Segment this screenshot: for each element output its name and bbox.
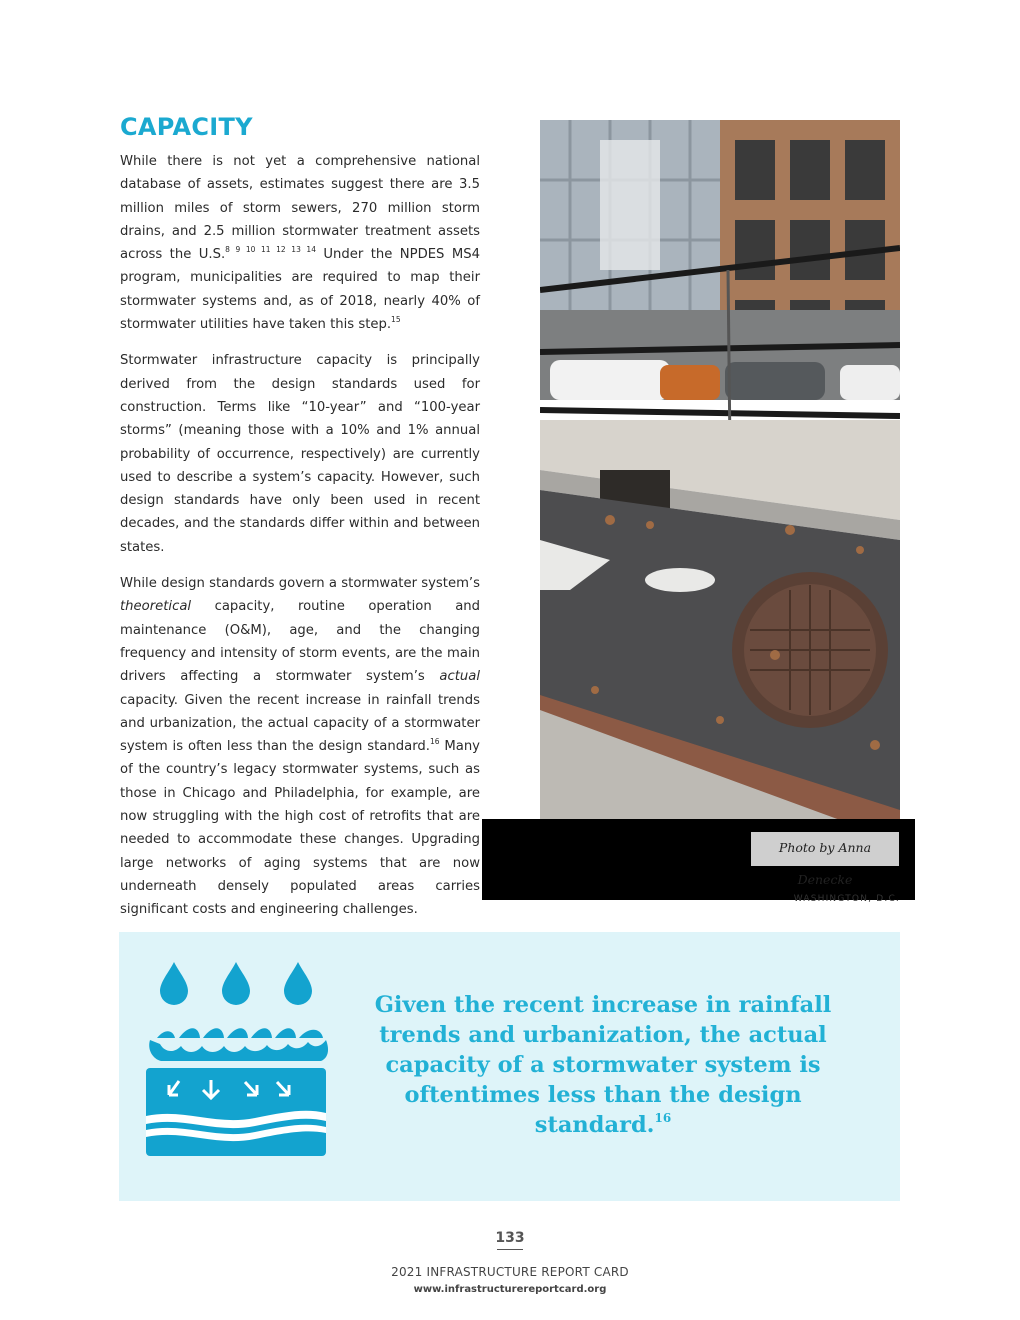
body-text	[120, 150, 480, 935]
footnote-ref[interactable]: 15	[391, 315, 401, 325]
photo-location: WASHINGTON, D.C.	[793, 894, 900, 902]
paragraph-2: Stormwater infrastructure capacity is principally derived from the design standards used for construction. Terms like “10-year” and “100-year storms” (meaning those with a 10% and 1% annual probability of occurrence, respectively) are currently used to describe a system’s capacity. However, such design standards have only been used in recent decades, and the standards differ within and between states.	[120, 353, 480, 555]
page-number-rule	[497, 1249, 523, 1250]
footnote-ref[interactable]: 8 9 10 11 12 13 14	[225, 245, 316, 255]
pull-quote	[357, 990, 849, 1140]
paragraph-3-text-a: While design standards govern a stormwater system’s	[120, 576, 480, 592]
paragraph-1	[120, 150, 480, 336]
stormwater-drain-icon	[145, 958, 330, 1164]
street-photo	[540, 120, 900, 820]
page-number: 133	[495, 1230, 525, 1246]
pull-quote-text: Given the recent increase in rainfall trends and urbanization, the actual capacity of a stormwater system is oftentimes less than the design standard.	[374, 992, 832, 1138]
emphasis-actual: actual	[439, 669, 480, 685]
footnote-ref[interactable]: 16	[654, 1111, 672, 1125]
paragraph-1-text-b: Under the NPDES MS4 program, municipalities are required to map their stormwater systems and, as of 2018, nearly 40% of stormwater utilities have taken this step.	[120, 247, 480, 333]
paragraph-3-text-d: Many of the country’s legacy stormwater systems, such as those in Chicago and Philadelphia, for example, are now struggling with the high cost of retrofits that are needed to accommodate these changes. Upgrading large networks of aging systems that are now underneath densely populated areas carries significant costs and engineering challenges.	[120, 739, 480, 918]
paragraph-3-text-b: capacity, routine operation and maintenance (O&M), age, and the changing frequency and intensity of storm events, are the main drivers affecting a stormwater system’s	[120, 599, 480, 685]
section-heading: CAPACITY	[120, 113, 253, 141]
paragraph-1-text-a: While there is not yet a comprehensive national database of assets, estimates suggest there are 3.5 million miles of storm sewers, 270 million storm drains, and 2.5 million stormwater treatment assets across the U.S.	[120, 154, 480, 263]
paragraph-3	[120, 572, 480, 921]
footnote-ref[interactable]: 16	[429, 737, 440, 747]
paragraph-3-text-c: capacity. Given the recent increase in rainfall trends and urbanization, the actual capacity of a stormwater system is often less than the design standard.	[120, 692, 480, 755]
emphasis-theoretical: theoretical	[120, 599, 192, 615]
footer-title: 2021 INFRASTRUCTURE REPORT CARD	[391, 1265, 629, 1279]
photo-credit: Photo by Anna Denecke	[751, 832, 899, 866]
footer-url[interactable]: www.infrastructurereportcard.org	[413, 1284, 607, 1295]
callout-box	[119, 932, 900, 1201]
